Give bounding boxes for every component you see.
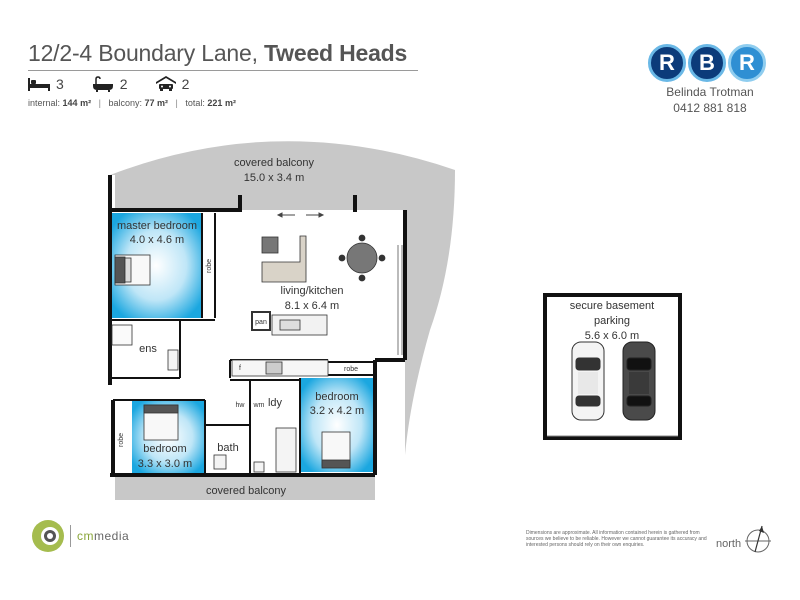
- wm-label: wm: [253, 402, 265, 409]
- total-area-value: 221 m²: [207, 98, 236, 108]
- bedroom-2-dims: 3.2 x 4.2 m: [309, 405, 365, 417]
- title-suburb: Tweed Heads: [264, 40, 408, 66]
- living-kitchen-dims: 8.1 x 6.4 m: [284, 300, 340, 312]
- balcony-area-label: balcony:: [108, 98, 142, 108]
- title-address: 12/2-4 Boundary Lane,: [28, 40, 258, 66]
- logo-divider: [70, 525, 71, 547]
- master-bedroom-name: master bedroom: [116, 220, 198, 232]
- separator: |: [98, 98, 101, 108]
- separator: |: [175, 98, 178, 108]
- north-label: north: [716, 538, 742, 550]
- internal-area-label: internal:: [28, 98, 61, 108]
- bath-label: bath: [217, 442, 239, 454]
- parking-area: [545, 295, 680, 438]
- bedroom-3-name: bedroom: [143, 443, 187, 455]
- balcony-top-dims: 15.0 x 3.4 m: [243, 172, 305, 184]
- total-area-label: total:: [185, 98, 205, 108]
- cmmedia-wordmark: [77, 529, 129, 543]
- living-kitchen-name: living/kitchen: [280, 285, 344, 297]
- cmmedia-logo: [30, 518, 129, 554]
- brand-suffix: media: [94, 529, 130, 543]
- agent-phone: 0412 881 818: [673, 101, 747, 115]
- hw-label: hw: [235, 402, 245, 409]
- ens-label: ens: [139, 343, 157, 355]
- bedroom-3-dims: 3.3 x 3.0 m: [137, 458, 193, 470]
- logo-letter-b: B: [688, 44, 726, 82]
- brand-prefix: cm: [77, 529, 94, 543]
- disclaimer-text: Dimensions are approximate. All information contained herein is gathered from sources we believe to be reliable. However we cannot guarantee its accuracy and interested persons should rely on their own enquiries.: [526, 530, 707, 548]
- master-bed: [115, 255, 150, 285]
- cmmedia-logo-icon: [30, 518, 66, 554]
- bathrooms-count: 2: [119, 76, 128, 92]
- parking-count: 2: [181, 76, 190, 92]
- balcony-top-name: covered balcony: [233, 157, 315, 169]
- bedrooms-count: 3: [56, 76, 64, 92]
- master-bedroom-dims: 4.0 x 4.6 m: [129, 234, 185, 246]
- robe-bed3-label: robe: [118, 432, 125, 448]
- parking-name-line1: secure basement: [569, 300, 655, 312]
- ldy-label: ldy: [267, 397, 283, 409]
- robe-master-label: robe: [206, 258, 213, 274]
- fridge-label: f: [239, 365, 241, 372]
- robe-bed2-label: robe: [343, 366, 359, 373]
- pan-label: pan: [255, 319, 267, 326]
- bedroom-3-bed: [144, 405, 178, 440]
- north-arrow-icon: [745, 526, 771, 552]
- internal-area-value: 144 m²: [62, 98, 92, 108]
- parking-name-line2: parking: [593, 315, 631, 327]
- balcony-bottom-name: covered balcony: [205, 485, 287, 497]
- car-dark-icon: [623, 342, 655, 420]
- agent-name: Belinda Trotman: [666, 85, 754, 99]
- balcony-area-value: 77 m²: [144, 98, 169, 108]
- logo-letter-r1: R: [648, 44, 686, 82]
- parking-dims: 5.6 x 6.0 m: [584, 330, 640, 342]
- logo-letter-r2: R: [728, 44, 766, 82]
- car-white-icon: [572, 342, 604, 420]
- bedroom-2-name: bedroom: [315, 391, 359, 403]
- bedroom-2-bed: [322, 432, 350, 468]
